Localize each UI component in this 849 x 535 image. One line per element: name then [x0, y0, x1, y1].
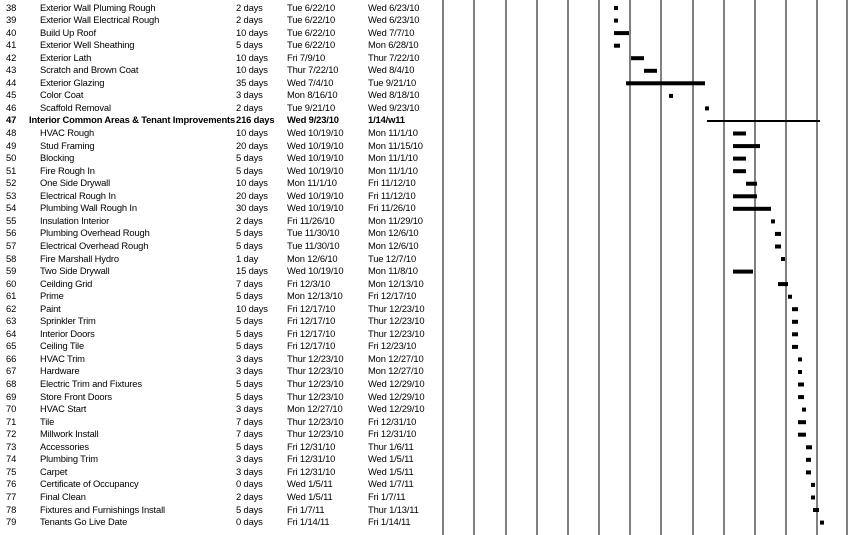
- gantt-task-bar: [775, 232, 781, 236]
- gantt-task-bar: [733, 169, 746, 173]
- gantt-task-bar: [792, 332, 798, 336]
- task-finish: Fri 11/12/10: [368, 189, 416, 201]
- task-finish: Wed 7/7/10: [368, 26, 415, 38]
- task-name: HVAC Trim: [40, 352, 85, 364]
- task-duration: 3 days: [236, 89, 263, 101]
- task-finish: Thur 1/13/11: [368, 503, 419, 515]
- task-start: Tue 11/30/10: [287, 227, 340, 239]
- task-duration: 0 days: [236, 478, 263, 490]
- task-start: Wed 10/19/10: [287, 265, 344, 277]
- gantt-task-bar: [792, 307, 798, 311]
- task-id: 68: [6, 378, 17, 389]
- task-name: Millwork Install: [40, 428, 99, 440]
- gantt-summary-bar: [707, 120, 820, 122]
- task-finish: Mon 6/28/10: [368, 39, 419, 51]
- task-name: Exterior Glazing: [40, 76, 105, 88]
- task-id: 51: [6, 164, 17, 176]
- task-id: 74: [6, 453, 17, 465]
- task-start: Thur 7/22/10: [287, 64, 339, 76]
- task-id: 78: [6, 503, 17, 515]
- task-finish: Mon 11/29/10: [368, 214, 423, 226]
- task-start: Thur 12/23/10: [287, 390, 344, 402]
- task-name: Exterior Lath: [40, 51, 92, 63]
- task-duration: 0 days: [236, 516, 263, 528]
- task-duration: 10 days: [236, 51, 268, 63]
- task-duration: 5 days: [236, 503, 263, 515]
- gantt-task-bar: [733, 144, 760, 148]
- task-id: 69: [6, 390, 17, 402]
- gantt-task-bar: [806, 458, 811, 462]
- task-finish: Mon 11/8/10: [368, 265, 418, 277]
- gantt-task-bar: [733, 157, 746, 161]
- task-finish: Wed 8/18/10: [368, 89, 420, 101]
- task-finish: Fri 12/31/10: [368, 428, 417, 440]
- task-start: Mon 11/1/10: [287, 177, 337, 189]
- task-duration: 5 days: [236, 152, 263, 164]
- task-duration: 20 days: [236, 139, 268, 151]
- task-name: Plumbing Trim: [40, 453, 98, 465]
- task-start: Fri 11/26/10: [287, 214, 335, 226]
- task-name: Fire Rough In: [40, 164, 95, 176]
- task-finish: Mon 11/1/10: [368, 127, 418, 138]
- task-name: Blocking: [40, 152, 75, 164]
- gantt-task-bar: [771, 219, 775, 223]
- task-id: 62: [6, 302, 17, 314]
- task-start: Wed 10/19/10: [287, 189, 344, 201]
- task-duration: 2 days: [236, 214, 263, 226]
- task-start: Wed 1/5/11: [287, 478, 333, 490]
- gantt-task-bar: [802, 408, 806, 412]
- task-start: Fri 12/17/10: [287, 327, 336, 339]
- task-duration: 10 days: [236, 64, 268, 76]
- task-duration: 20 days: [236, 189, 268, 201]
- task-id: 43: [6, 64, 17, 76]
- gantt-task-bar: [820, 521, 824, 525]
- task-finish: Wed 12/29/10: [368, 403, 425, 415]
- task-id: 66: [6, 352, 17, 364]
- task-id: 47: [6, 114, 17, 126]
- task-start: Tue 11/30/10: [287, 239, 340, 251]
- task-duration: 5 days: [236, 340, 263, 352]
- gantt-task-bar: [792, 320, 798, 324]
- task-name: Electric Trim and Fixtures: [40, 378, 142, 389]
- task-name: Electrical Rough In: [40, 189, 116, 201]
- task-id: 63: [6, 315, 17, 327]
- task-name: Interior Doors: [40, 327, 95, 339]
- task-id: 46: [6, 101, 17, 113]
- task-name: Scaffold Removal: [40, 101, 111, 113]
- task-finish: Wed 6/23/10: [368, 1, 420, 13]
- task-finish: Wed 12/29/10: [368, 378, 425, 389]
- task-duration: 2 days: [236, 1, 263, 13]
- task-duration: 5 days: [236, 315, 263, 327]
- task-finish: 1/14/w11: [368, 114, 405, 126]
- task-start: Thur 12/23/10: [287, 378, 344, 389]
- task-start: Tue 9/21/10: [287, 101, 336, 113]
- task-start: Fri 12/31/10: [287, 440, 336, 452]
- task-duration: 35 days: [236, 76, 268, 88]
- task-start: Fri 12/17/10: [287, 315, 336, 327]
- task-finish: Tue 9/21/10: [368, 76, 417, 88]
- task-id: 75: [6, 465, 17, 477]
- task-start: Fri 1/7/11: [287, 503, 325, 515]
- task-id: 60: [6, 277, 17, 289]
- task-name: Fixtures and Furnishings Install: [40, 503, 165, 515]
- task-name: Tile: [40, 415, 55, 427]
- task-finish: Thur 1/6/11: [368, 440, 414, 452]
- task-name: Plumbing Wall Rough In: [40, 202, 137, 214]
- task-duration: 7 days: [236, 415, 263, 427]
- task-name: Insulation Interior: [40, 214, 110, 226]
- task-start: Mon 8/16/10: [287, 89, 338, 101]
- task-finish: Mon 12/27/10: [368, 352, 424, 364]
- task-finish: Thur 12/23/10: [368, 327, 425, 339]
- task-name: One Side Drywall: [40, 177, 111, 189]
- task-start: Tue 6/22/10: [287, 26, 336, 38]
- gantt-task-bar: [614, 6, 618, 10]
- gantt-task-bar: [626, 81, 705, 85]
- task-id: 42: [6, 51, 17, 63]
- task-name: Carpet: [40, 465, 68, 477]
- task-duration: 5 days: [236, 227, 263, 239]
- task-name: Color Coat: [40, 89, 84, 101]
- gantt-task-bar: [813, 508, 819, 512]
- task-finish: Wed 8/4/10: [368, 64, 415, 76]
- task-finish: Mon 12/6/10: [368, 227, 419, 239]
- task-finish: Fri 12/17/10: [368, 290, 417, 302]
- task-finish: Thur 7/22/10: [368, 51, 420, 63]
- task-id: 57: [6, 239, 17, 251]
- task-start: Wed 10/19/10: [287, 139, 344, 151]
- gantt-task-bar: [746, 182, 757, 186]
- task-name: Ceiling Tile: [40, 340, 85, 352]
- task-name: Fire Marshall Hydro: [40, 252, 119, 264]
- gantt-task-bar: [778, 282, 788, 286]
- task-duration: 2 days: [236, 14, 263, 26]
- gantt-task-bar: [614, 44, 620, 48]
- task-start: Mon 12/27/10: [287, 403, 343, 415]
- task-name: Scratch and Brown Coat: [40, 64, 139, 76]
- task-name: Interior Common Areas & Tenant Improvements: [29, 114, 236, 126]
- task-start: Mon 12/6/10: [287, 252, 338, 264]
- task-id: 44: [6, 76, 17, 88]
- task-name: Sprinkler Trim: [40, 315, 96, 327]
- task-id: 38: [6, 1, 17, 13]
- task-duration: 5 days: [236, 239, 263, 251]
- task-name: Exterior Well Sheathing: [40, 39, 135, 51]
- task-finish: Thur 12/23/10: [368, 315, 425, 327]
- task-name: Ceilding Grid: [40, 277, 93, 289]
- task-duration: 3 days: [236, 352, 263, 364]
- task-duration: 5 days: [236, 440, 263, 452]
- gantt-task-bar: [775, 245, 781, 249]
- task-start: Thur 12/23/10: [287, 415, 344, 427]
- task-name: HVAC Start: [40, 403, 87, 415]
- task-start: Wed 10/19/10: [287, 202, 344, 214]
- task-id: 48: [6, 127, 17, 138]
- task-id: 41: [6, 39, 17, 51]
- gantt-task-bar: [644, 69, 657, 73]
- task-start: Tue 6/22/10: [287, 14, 336, 26]
- task-name: HVAC Rough: [40, 127, 95, 138]
- task-name: Store Front Doors: [40, 390, 112, 402]
- task-duration: 7 days: [236, 428, 263, 440]
- gantt-task-bar: [811, 483, 815, 487]
- task-id: 52: [6, 177, 17, 189]
- task-finish: Wed 1/7/11: [368, 478, 414, 490]
- task-duration: 10 days: [236, 302, 268, 314]
- task-finish: Fri 1/14/11: [368, 516, 411, 528]
- gantt-task-bar: [781, 257, 785, 261]
- gantt-task-bar: [669, 94, 673, 98]
- task-name: Accessories: [40, 440, 89, 452]
- task-id: 73: [6, 440, 17, 452]
- task-finish: Fri 12/23/10: [368, 340, 417, 352]
- task-duration: 10 days: [236, 177, 268, 189]
- gantt-task-bar: [798, 357, 802, 361]
- task-duration: 30 days: [236, 202, 268, 214]
- gantt-task-bar: [614, 19, 618, 23]
- task-id: 54: [6, 202, 17, 214]
- task-name: Paint: [40, 302, 61, 314]
- task-start: Tue 6/22/10: [287, 39, 336, 51]
- task-id: 77: [6, 490, 17, 502]
- gantt-task-bar: [733, 207, 771, 211]
- task-id: 50: [6, 152, 17, 164]
- task-duration: 5 days: [236, 327, 263, 339]
- task-start: Fri 12/17/10: [287, 340, 336, 352]
- task-id: 79: [6, 516, 17, 528]
- task-id: 71: [6, 415, 17, 427]
- task-start: Wed 10/19/10: [287, 164, 344, 176]
- task-finish: Mon 12/13/10: [368, 277, 424, 289]
- task-start: Wed 7/4/10: [287, 76, 334, 88]
- gantt-task-bar: [792, 345, 798, 349]
- task-duration: 5 days: [236, 39, 263, 51]
- task-duration: 5 days: [236, 378, 263, 389]
- task-id: 61: [6, 290, 17, 302]
- task-finish: Wed 1/5/11: [368, 453, 414, 465]
- task-finish: Fri 12/31/10: [368, 415, 417, 427]
- gantt-task-bar: [806, 470, 811, 474]
- task-name: Hardware: [40, 365, 80, 377]
- gantt-task-bar: [798, 395, 804, 399]
- task-start: Fri 1/14/11: [287, 516, 330, 528]
- task-duration: 3 days: [236, 453, 263, 465]
- task-start: Thur 12/23/10: [287, 428, 344, 440]
- gantt-task-bar: [798, 420, 806, 424]
- task-start: Fri 12/31/10: [287, 465, 336, 477]
- task-start: Fri 12/31/10: [287, 453, 336, 465]
- task-name: Exterior Wall Electrical Rough: [40, 14, 160, 26]
- task-finish: Mon 12/27/10: [368, 365, 424, 377]
- gantt-task-bar: [631, 56, 644, 60]
- task-finish: Wed 1/5/11: [368, 465, 414, 477]
- task-id: 72: [6, 428, 17, 440]
- task-duration: 1 day: [236, 252, 259, 264]
- task-start: Wed 1/5/11: [287, 490, 333, 502]
- gantt-task-bar: [811, 496, 815, 500]
- task-id: 53: [6, 189, 17, 201]
- task-start: Wed 10/19/10: [287, 152, 344, 164]
- task-id: 56: [6, 227, 17, 239]
- task-duration: 3 days: [236, 403, 263, 415]
- task-name: Electrical Overhead Rough: [40, 239, 149, 251]
- task-finish: Fri 11/26/10: [368, 202, 416, 214]
- gantt-task-bar: [806, 445, 812, 449]
- task-duration: 10 days: [236, 26, 268, 38]
- task-finish: Mon 11/1/10: [368, 152, 418, 164]
- task-id: 49: [6, 139, 17, 151]
- gantt-task-bar: [614, 31, 629, 35]
- task-duration: 2 days: [236, 490, 263, 502]
- task-duration: 216 days: [236, 114, 275, 126]
- task-duration: 5 days: [236, 164, 263, 176]
- task-finish: Tue 12/7/10: [368, 252, 417, 264]
- task-duration: 3 days: [236, 365, 263, 377]
- task-id: 76: [6, 478, 17, 490]
- task-start: Mon 12/13/10: [287, 290, 343, 302]
- gantt-task-bar: [788, 295, 792, 299]
- task-duration: 15 days: [236, 265, 268, 277]
- task-id: 59: [6, 265, 17, 277]
- task-finish: Mon 12/6/10: [368, 239, 419, 251]
- task-name: Final Clean: [40, 490, 86, 502]
- task-duration: 5 days: [236, 390, 263, 402]
- task-name: Prime: [40, 290, 64, 302]
- task-name: Certificate of Occupancy: [40, 478, 139, 490]
- task-start: Fri 7/9/10: [287, 51, 326, 63]
- task-finish: Wed 9/23/10: [368, 101, 420, 113]
- task-duration: 3 days: [236, 465, 263, 477]
- task-duration: 5 days: [236, 290, 263, 302]
- gantt-task-bar: [705, 106, 709, 110]
- task-name: Plumbing Overhead Rough: [40, 227, 150, 239]
- task-start: Wed 9/23/10: [287, 114, 339, 126]
- task-finish: Thur 12/23/10: [368, 302, 425, 314]
- task-start: Fri 12/17/10: [287, 302, 336, 314]
- task-start: Tue 6/22/10: [287, 1, 336, 13]
- task-id: 65: [6, 340, 17, 352]
- task-id: 55: [6, 214, 17, 226]
- task-id: 45: [6, 89, 17, 101]
- gantt-task-bar: [733, 270, 753, 274]
- gantt-task-bar: [733, 194, 757, 198]
- task-name: Two Side Drywall: [40, 265, 110, 277]
- task-id: 39: [6, 14, 17, 26]
- task-finish: Fri 1/7/11: [368, 490, 406, 502]
- task-start: Thur 12/23/10: [287, 365, 344, 377]
- task-id: 58: [6, 252, 17, 264]
- gantt-task-bar: [733, 132, 746, 136]
- task-id: 40: [6, 26, 17, 38]
- task-finish: Fri 11/12/10: [368, 177, 416, 189]
- task-name: Tenants Go Live Date: [40, 516, 128, 528]
- task-start: Wed 10/19/10: [287, 127, 344, 138]
- task-id: 67: [6, 365, 17, 377]
- gantt-task-bar: [798, 370, 802, 374]
- task-id: 70: [6, 403, 17, 415]
- task-name: Stud Framing: [40, 139, 95, 151]
- gantt-task-bar: [798, 433, 806, 437]
- task-start: Fri 12/3/10: [287, 277, 331, 289]
- task-name: Build Up Roof: [40, 26, 96, 38]
- task-duration: 2 days: [236, 101, 263, 113]
- task-name: Exterior Wall Pluming Rough: [40, 1, 156, 13]
- task-duration: 10 days: [236, 127, 268, 138]
- task-id: 64: [6, 327, 17, 339]
- task-start: Thur 12/23/10: [287, 352, 344, 364]
- task-duration: 7 days: [236, 277, 263, 289]
- task-finish: Wed 12/29/10: [368, 390, 425, 402]
- task-finish: Mon 11/1/10: [368, 164, 418, 176]
- gantt-task-bar: [798, 383, 804, 387]
- task-finish: Mon 11/15/10: [368, 139, 423, 151]
- task-finish: Wed 6/23/10: [368, 14, 420, 26]
